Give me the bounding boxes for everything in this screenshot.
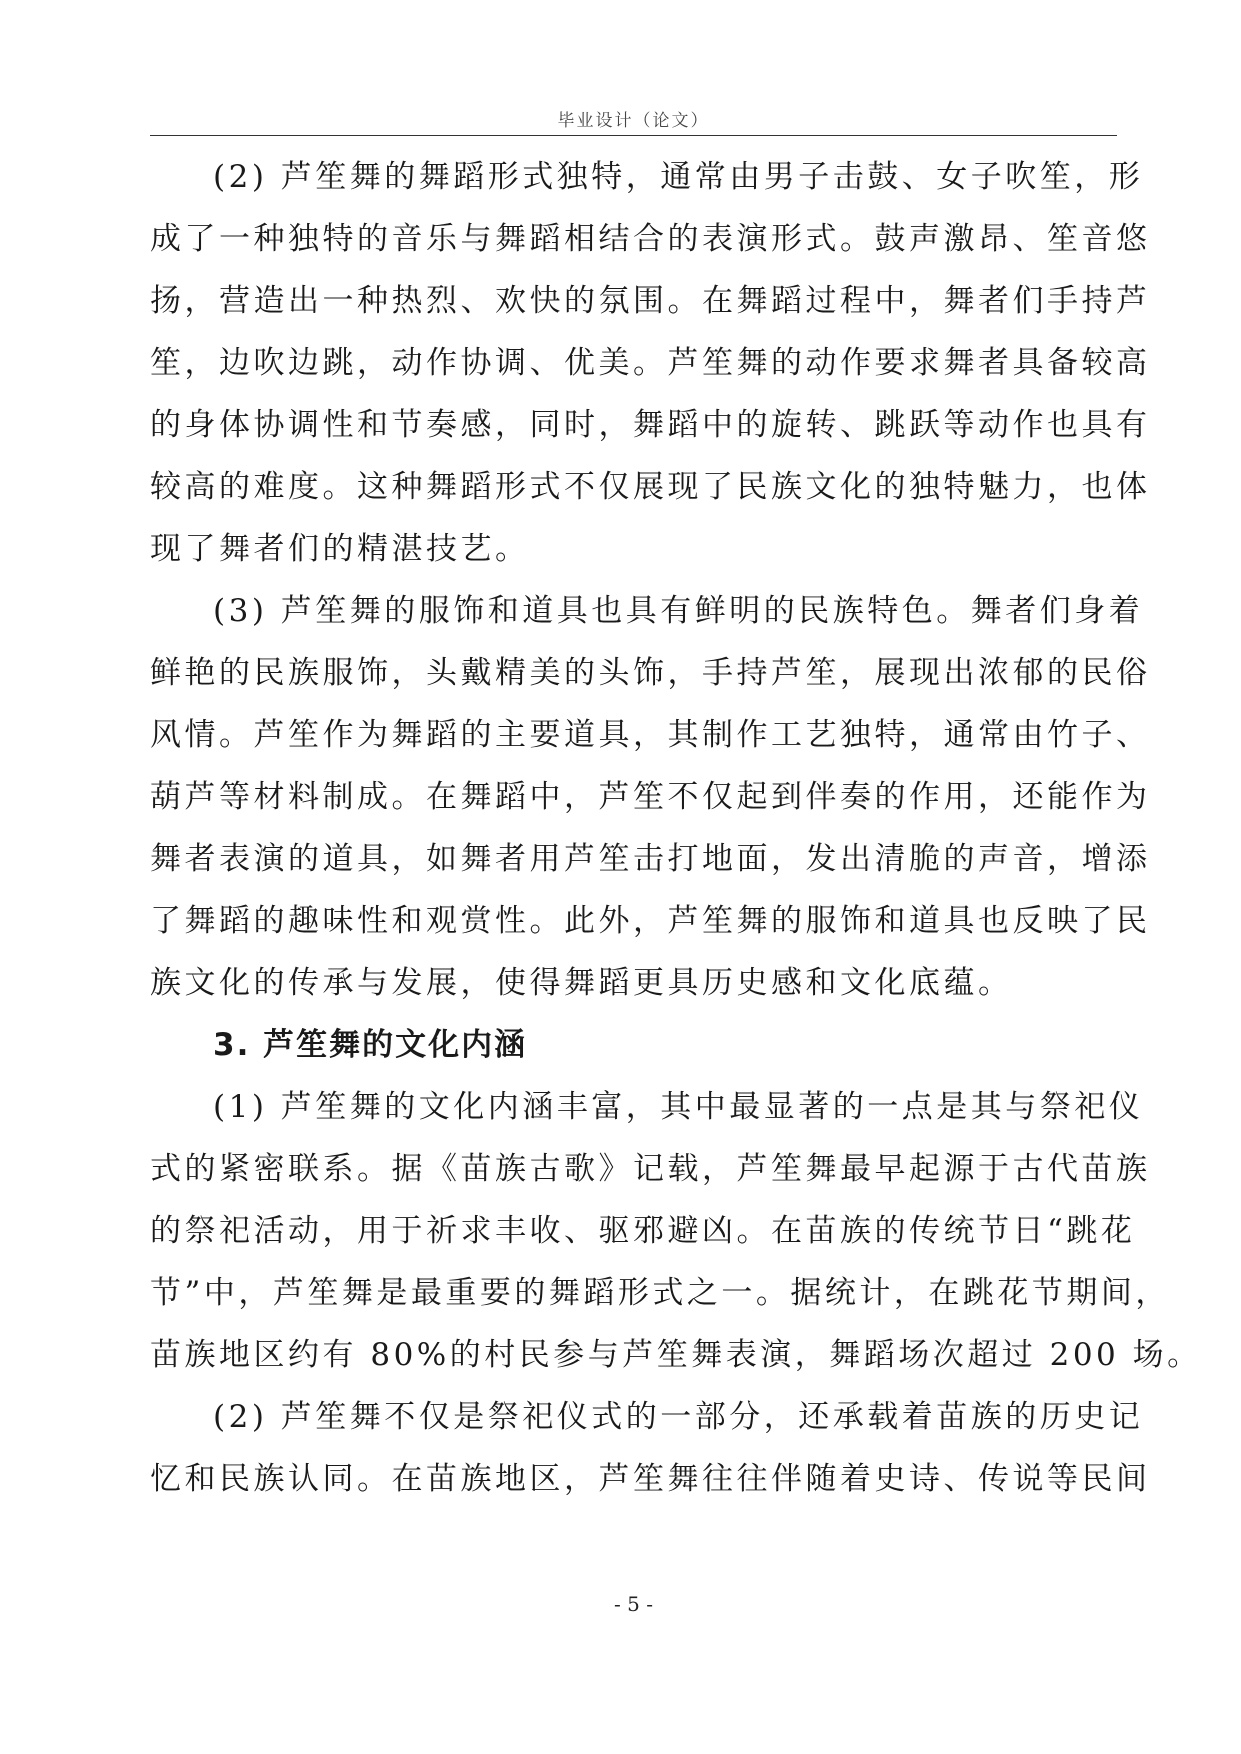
text-line: 式的紧密联系。据《苗族古歌》记载，芦笙舞最早起源于古代苗族 bbox=[150, 1151, 1151, 1187]
text-line: 的身体协调性和节奏感，同时，舞蹈中的旋转、跳跃等动作也具有 bbox=[150, 407, 1151, 443]
page-header: 毕业设计（论文） bbox=[557, 111, 710, 131]
text-line: 族文化的传承与发展，使得舞蹈更具历史感和文化底蕴。 bbox=[150, 965, 1013, 1001]
text-line: 苗族地区约有 80%的村民参与芦笙舞表演，舞蹈场次超过 200 场。 bbox=[150, 1337, 1202, 1373]
text-line: 较高的难度。这种舞蹈形式不仅展现了民族文化的独特魅力，也体 bbox=[150, 469, 1151, 505]
page-number: - 5 - bbox=[614, 1592, 653, 1616]
text-line: (2) 芦笙舞的舞蹈形式独特，通常由男子击鼓、女子吹笙，形 bbox=[213, 159, 1144, 195]
paragraph-history bbox=[150, 1386, 1151, 1510]
text-line: (3) 芦笙舞的服饰和道具也具有鲜明的民族特色。舞者们身着 bbox=[213, 593, 1144, 629]
text-line: 鲜艳的民族服饰，头戴精美的头饰，手持芦笙，展现出浓郁的民俗 bbox=[150, 655, 1151, 691]
text-line: 成了一种独特的音乐与舞蹈相结合的表演形式。鼓声激昂、笙音悠 bbox=[150, 221, 1151, 257]
text-line: 现了舞者们的精湛技艺。 bbox=[150, 531, 530, 567]
text-line: 的祭祀活动，用于祈求丰收、驱邪避凶。在苗族的传统节日“跳花 bbox=[150, 1213, 1136, 1249]
paragraph-costume-props bbox=[150, 580, 1151, 1014]
text-line: 了舞蹈的趣味性和观赏性。此外，芦笙舞的服饰和道具也反映了民 bbox=[150, 903, 1151, 939]
document-body bbox=[150, 146, 1202, 1510]
paragraph-dance-form bbox=[150, 146, 1151, 580]
text-line: (2) 芦笙舞不仅是祭祀仪式的一部分，还承载着苗族的历史记 bbox=[213, 1399, 1144, 1435]
paragraph-ritual bbox=[150, 1076, 1202, 1386]
text-line: 忆和民族认同。在苗族地区，芦笙舞往往伴随着史诗、传说等民间 bbox=[150, 1461, 1151, 1497]
header-divider bbox=[150, 135, 1117, 136]
text-line: 节”中，芦笙舞是最重要的舞蹈形式之一。据统计，在跳花节期间， bbox=[150, 1275, 1170, 1311]
text-line: 风情。芦笙作为舞蹈的主要道具，其制作工艺独特，通常由竹子、 bbox=[150, 717, 1151, 753]
text-line: 扬，营造出一种热烈、欢快的氛围。在舞蹈过程中，舞者们手持芦 bbox=[150, 283, 1151, 319]
text-line: 笙，边吹边跳，动作协调、优美。芦笙舞的动作要求舞者具备较高 bbox=[150, 345, 1151, 381]
text-line: (1) 芦笙舞的文化内涵丰富，其中最显著的一点是其与祭祀仪 bbox=[213, 1089, 1144, 1125]
text-line: 葫芦等材料制成。在舞蹈中，芦笙不仅起到伴奏的作用，还能作为 bbox=[150, 779, 1151, 815]
section-heading: 3. 芦笙舞的文化内涵 bbox=[213, 1027, 528, 1063]
text-line: 舞者表演的道具，如舞者用芦笙击打地面，发出清脆的声音，增添 bbox=[150, 841, 1151, 877]
